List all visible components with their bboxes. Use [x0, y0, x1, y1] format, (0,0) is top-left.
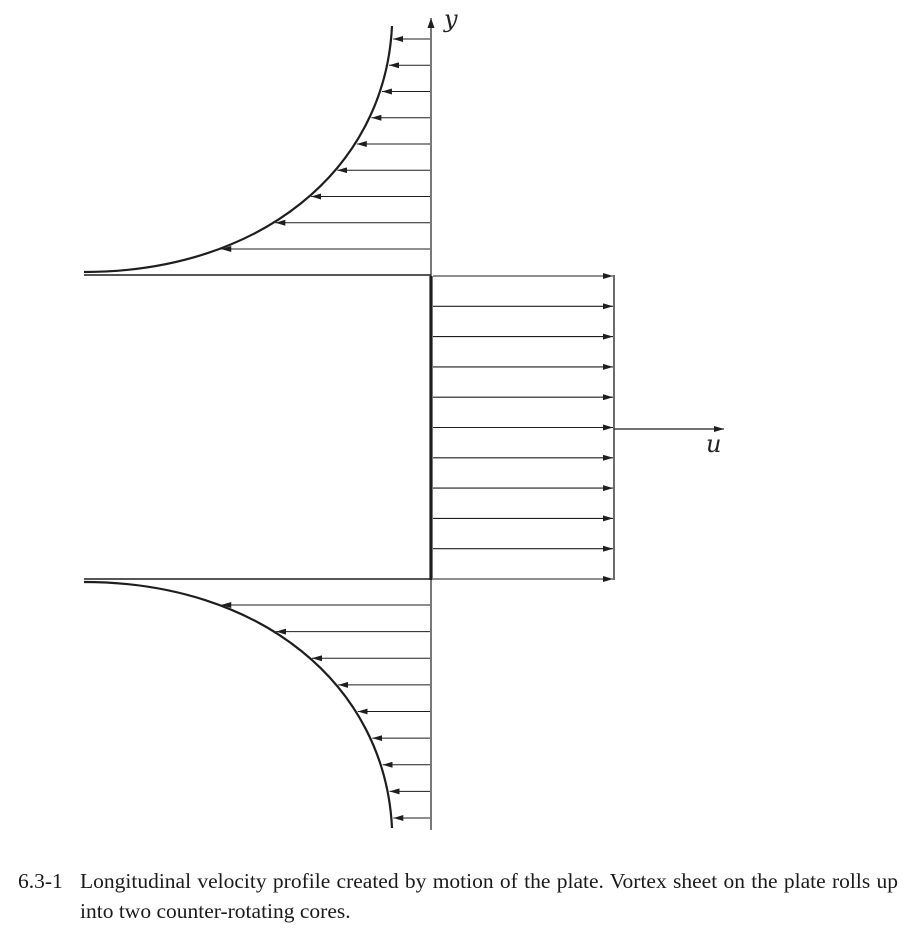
upper-profile-curve: [84, 26, 392, 272]
lower-reverse-profile: [221, 605, 430, 818]
u-axis-label: u: [706, 430, 722, 458]
y-axis-label: y: [444, 5, 458, 33]
caption-text: Longitudinal velocity profile created by motion of the plate. Vortex sheet on the plate rolls up into two counter-rotating cores.: [80, 869, 898, 923]
lower-profile-curve: [84, 582, 392, 828]
figure-caption: [18, 866, 898, 926]
upper-reverse-profile: [221, 39, 430, 249]
caption-number: 6.3-1: [18, 869, 63, 893]
uniform-velocity-profile: [433, 275, 614, 580]
